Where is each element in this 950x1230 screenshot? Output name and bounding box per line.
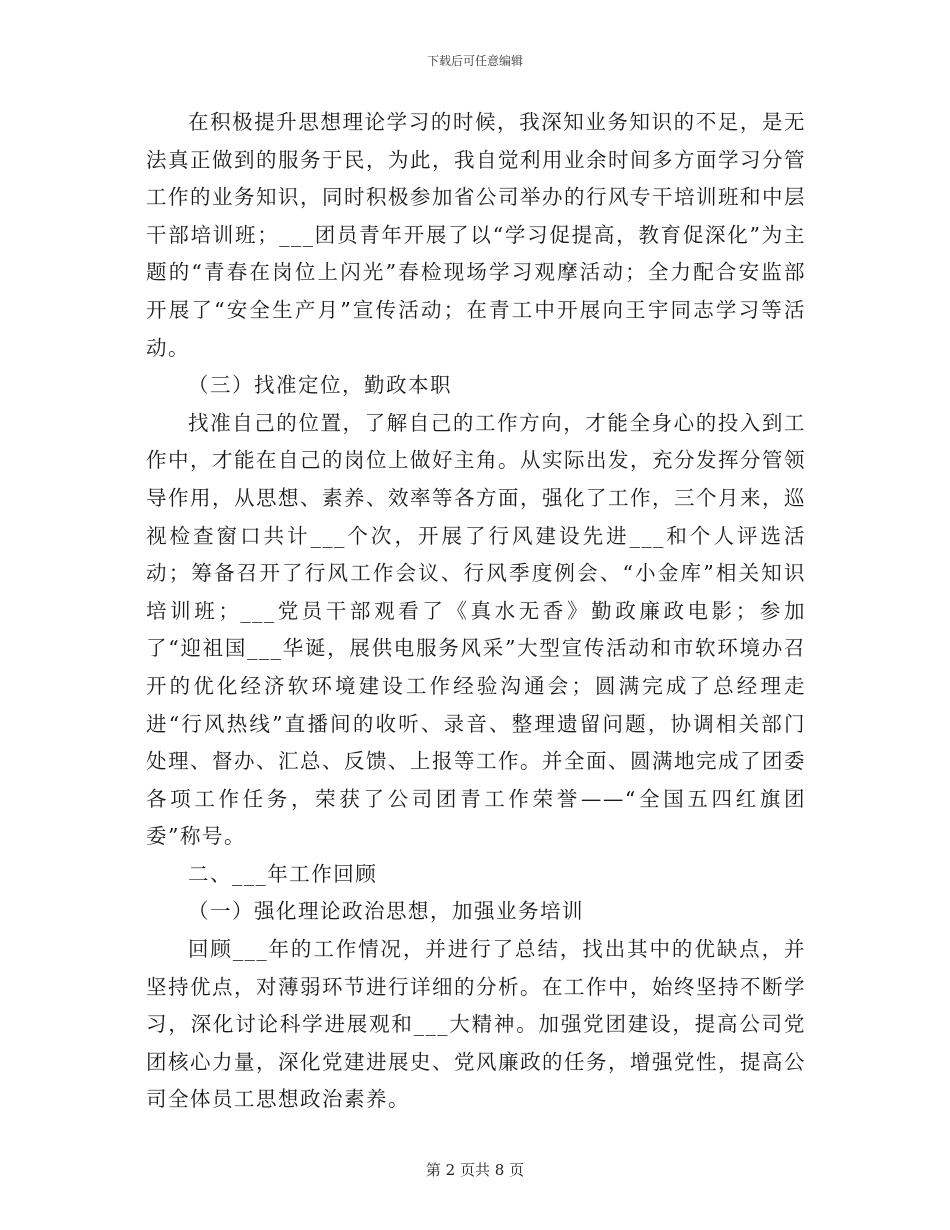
document-body (146, 104, 806, 1119)
page-header-note: 下载后可任意编辑 (426, 54, 523, 68)
paragraph-study: 在积极提升思想理论学习的时候，我深知业务知识的不足，是无法真正做到的服务于民，为此，我自觉利用业余时间多方面学习分管工作的业务知识，同时积极参加省公司举办的行风专干培训班和中层干部培训班；___团员青年开展了以“学习促提高，教育促深化”为主题的“青春在岗位上闪光”春检现场学习观摩活动；全力配合安监部开展了“安全生产月”宣传活动；在青工中开展向王宇同志学习等活动。 (146, 110, 806, 360)
section-heading-theory-training: （一）强化理论政治思想，加强业务培训 (188, 899, 584, 924)
section-heading-year-review: 二、___年工作回顾 (188, 861, 378, 886)
paragraph-positioning: 找准自己的位置，了解自己的工作方向，才能全身心的投入到工作中，才能在自己的岗位上做好主角。从实际出发，充分发挥分管领导作用，从思想、素养、效率等各方面，强化了工作，三个月来，巡视检查窗口共计___个次，开展了行风建设先进___和个人评选活动；筹备召开了行风工作会议、行风季度例会、“小金库”相关知识培训班；___党员干部观看了《真水无香》勤政廉政电影；参加了“迎祖国___华诞，展供电服务风采”大型宣传活动和市软环境办召开的优化经济软环境建设工作经验沟通会；圆满完成了总经理走进“行风热线”直播间的收听、录音、整理遗留问题，协调相关部门处理、督办、汇总、反馈、上报等工作。并全面、圆满地完成了团委各项工作任务，荣获了公司团青工作荣誉——“全国五四红旗团委”称号。 (146, 410, 806, 849)
section-heading-positioning: （三）找准定位，勤政本职 (188, 373, 452, 398)
paragraph-review: 回顾___年的工作情况，并进行了总结，找出其中的优缺点，并坚持优点，对薄弱环节进行详细的分析。在工作中，始终坚持不断学习，深化讨论科学进展观和___大精神。加强党团建设，提高公司党团核心力量，深化党建进展史、党风廉政的任务，增强党性，提高公司全体员工思想政治素养。 (146, 937, 806, 1112)
page-number: 第 2 页共 8 页 (425, 1161, 525, 1179)
